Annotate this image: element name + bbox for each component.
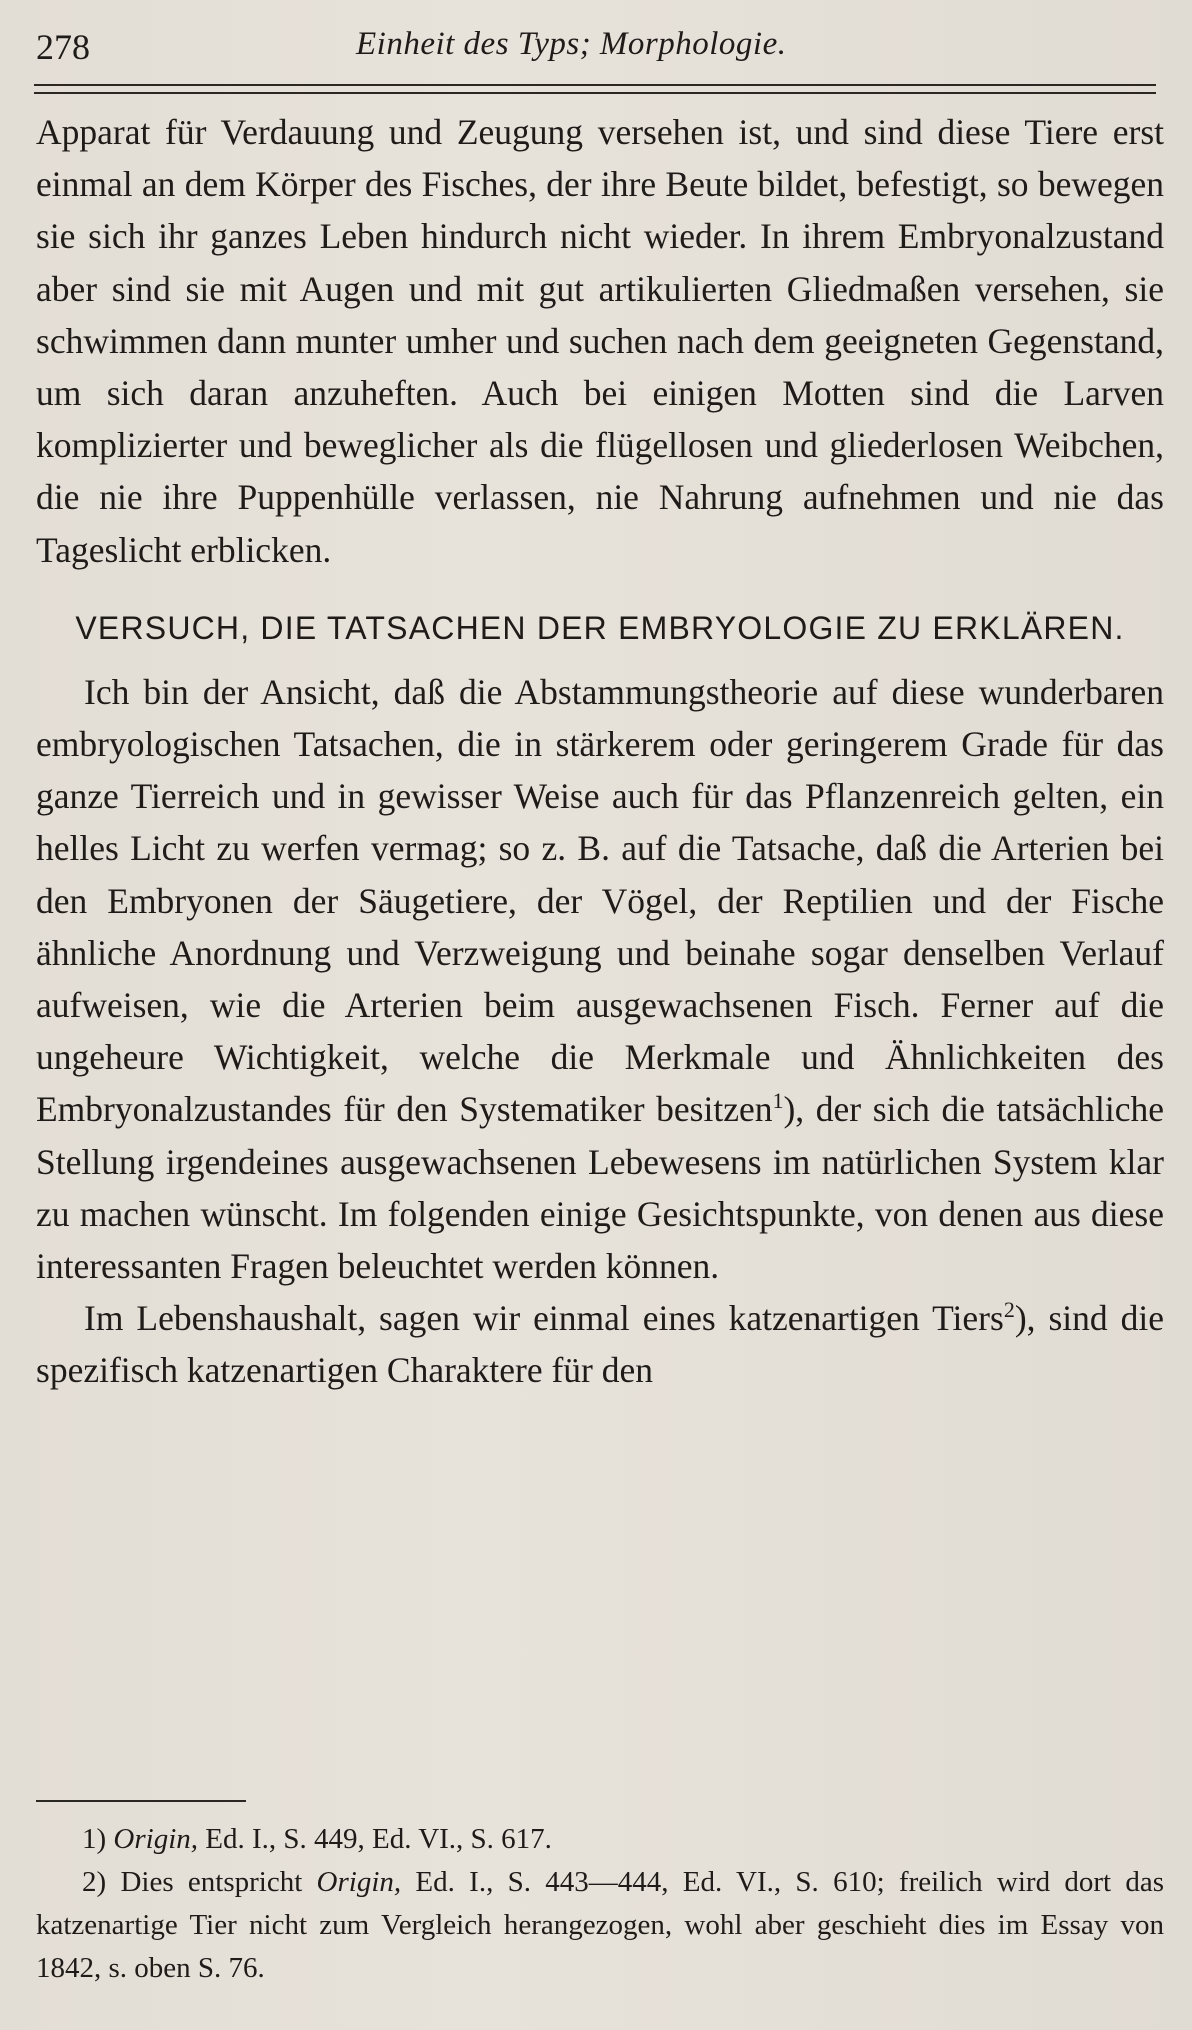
footnote-2-text: Ed. I., S. 443—444, Ed. VI., S. 610; freilich wird dort das katzenartige Tier nicht zum Vergleich herangezogen, wohl aber geschieht dies im Essay von 1842, s. oben S. 76. (36, 1866, 1165, 1984)
footnote-1-marker: 1) (82, 1823, 107, 1855)
footnote-2-origin: Origin, (316, 1866, 402, 1898)
footnote-ref-2: 2 (1003, 1297, 1015, 1323)
paragraph-embryology (36, 666, 1164, 1292)
paragraph-lebenshaushalt (36, 1292, 1164, 1396)
paragraph-lebenshaushalt-text-a: Im Lebenshaushalt, sagen wir einmal eines katzenartigen Tiers (84, 1298, 1004, 1339)
body-text (36, 106, 1164, 1397)
footnote-2-marker: 2) (82, 1866, 107, 1898)
running-title: Einheit des Typs; Morphologie. (356, 26, 787, 62)
paragraph-embryology-text-b: ), der sich die tatsächliche Stellung irgendeines ausgewachsenen Lebewesens im natürlichen System klar zu machen wünscht. Im folgenden einige Gesichtspunkte, von denen aus diese interessanten Fragen beleuchtet werden können. (36, 1089, 1164, 1287)
footnote-1 (36, 1818, 1164, 1861)
footnote-1-origin: Origin, (113, 1823, 199, 1855)
paragraph-continuation: Apparat für Verdauung und Zeugung versehen ist, und sind diese Tiere erst einmal an dem Körper des Fisches, der ihre Beute bildet, befestigt, so bewegen sie sich ihr ganzes Leben hindurch nicht wieder. In ihrem Embryonalzustand aber sind sie mit Augen und mit gut artikulierten Gliedmaßen versehen, sie schwimmen dann munter umher und suchen nach dem geeigneten Gegenstand, um sich daran anzuheften. Auch bei einigen Motten sind die Larven komplizierter und beweglicher als die flügellosen und gliederlosen Weibchen, die nie ihre Puppenhülle verlassen, nie Nahrung aufnehmen und nie das Tageslicht erblicken. (36, 112, 1164, 570)
section-heading: VERSUCH, DIE TATSACHEN DER EMBRYOLOGIE ZU ERKLÄREN. (75, 609, 1125, 646)
footnote-ref-1: 1 (772, 1088, 784, 1114)
paragraph-embryology-text-a: Ich bin der Ansicht, daß die Abstammungstheorie auf diese wunderbaren embryologischen Tatsachen, die in stärkerem oder geringerem Grade für das ganze Tierreich und in gewisser Weise auch für das Pflanzenreich gelten, ein helles Licht zu werfen vermag; so z. B. auf die Tatsache, daß die Arterien bei den Embryonen der Säugetiere, der Vögel, der Reptilien und der Fische ähnliche Anordnung und Verzweigung und beinahe sogar denselben Verlauf aufweisen, wie die Arterien beim ausgewachsenen Fisch. Ferner auf die ungeheure Wichtigkeit, welche die Merkmale und Ähnlichkeiten des Embryonalzustandes für den Systematiker besitzen (36, 671, 1164, 1130)
paragraph-lebenshaushalt-text-b: ), sind die spezifisch katzenartigen Charaktere für den (36, 1298, 1164, 1391)
header-double-rule (34, 84, 1156, 94)
footnotes (36, 1818, 1164, 1990)
footnote-2 (36, 1861, 1164, 1990)
footnote-rule (36, 1800, 246, 1802)
running-head (36, 26, 1162, 76)
footnote-2-pre: Dies entspricht (106, 1866, 317, 1898)
footnote-1-text: Ed. I., S. 449, Ed. VI., S. 617. (198, 1823, 552, 1855)
page-number: 278 (36, 27, 90, 67)
